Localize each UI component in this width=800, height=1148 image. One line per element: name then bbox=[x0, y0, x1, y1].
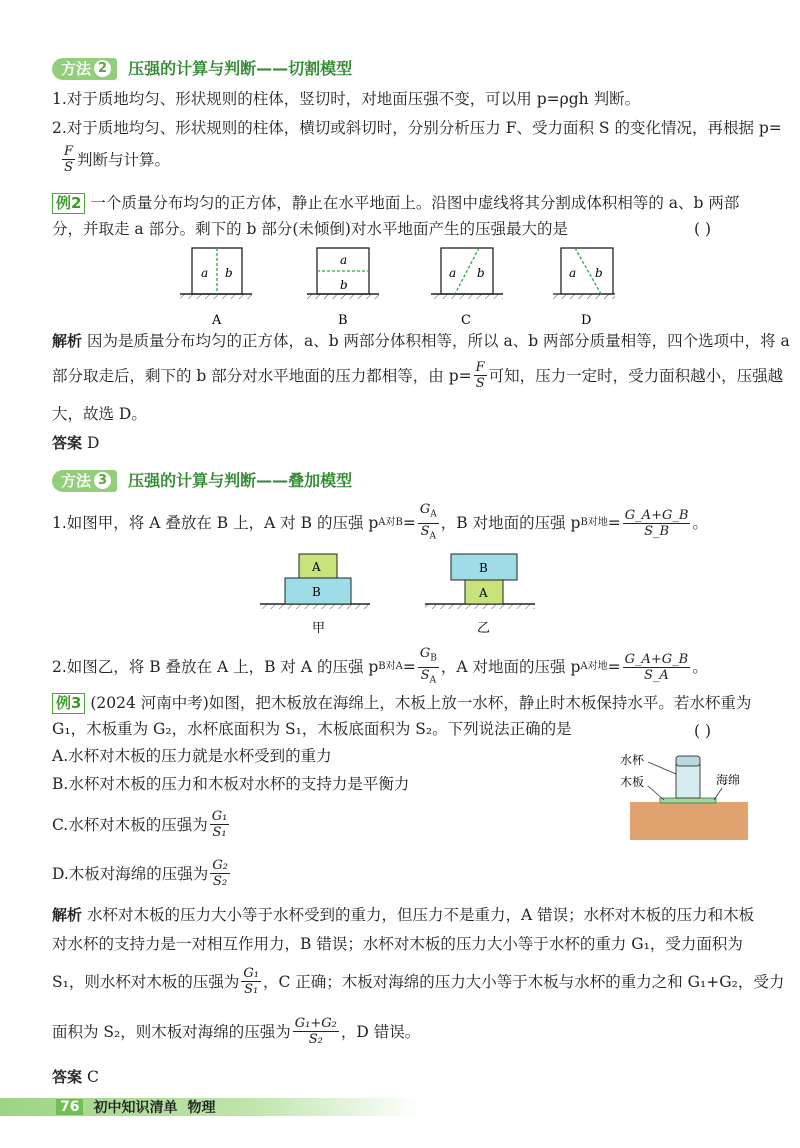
label-board: 木板 bbox=[620, 775, 645, 789]
analysis3-line3: S₁，则水杯对木板的压强为 $\frac{\text{G₁}}{\text{S₁}}$ ，C 正确；木板对海绵的压力大小等于木板与水杯的重力之和 G₁+G₂，受力 bbox=[52, 966, 785, 997]
label-b: b bbox=[225, 266, 233, 280]
block-a: A bbox=[479, 586, 488, 600]
block-a: A bbox=[312, 560, 321, 574]
option-a: A.水杯对木板的压力就是水杯受到的重力 bbox=[52, 747, 332, 765]
figure-b bbox=[307, 248, 379, 299]
label-b: b bbox=[340, 278, 348, 292]
stack-figures bbox=[255, 548, 555, 640]
label-a: a bbox=[340, 253, 348, 267]
answer-paren: ( ) bbox=[694, 220, 712, 238]
method-badge: 方法 3 bbox=[52, 470, 117, 492]
method3-point2: 2.如图乙，将 B 叠放在 A 上，B 对 A 的压强 p B对A = $\frac{G_B}{S_A}$ ，A 对地面的压强 p A对地 = $\frac{G\_A+G\_B}{S\_A}$ 。 bbox=[52, 646, 708, 686]
label-a: a bbox=[201, 266, 209, 280]
example-tag: 例2 bbox=[52, 193, 85, 214]
analysis3-line2: 对水杯的支持力是一对相互作用力，B 错误；水杯对木板的压力大小等于水杯的重力 G₁，受力面积为 bbox=[52, 935, 743, 953]
label-b: b bbox=[477, 266, 485, 280]
sponge-figure bbox=[620, 748, 755, 840]
option-c: C.水杯对木板的压强为 $\frac{\text{G₁}}{\text{S₁}}$ bbox=[52, 809, 228, 840]
method-badge: 方法 2 bbox=[52, 58, 117, 80]
sponge bbox=[630, 802, 748, 840]
answer2: 答案 D bbox=[52, 434, 100, 452]
option-label-d: D bbox=[581, 313, 592, 328]
figure-jia bbox=[260, 554, 370, 636]
example2-line2: 分，并取走 a 部分。剩下的 b 部分(未倾倒)对水平地面产生的压强最大的是 bbox=[52, 220, 568, 238]
analysis2-line2: 部分取走后，剩下的 b 部分对水平地面的压力都相等，由 p= $\frac{F}{S}$ 可知，压力一定时，受力面积越小，压强越 bbox=[52, 360, 784, 391]
footer bbox=[56, 1097, 215, 1117]
figure-yi bbox=[425, 554, 535, 636]
option-label-a: A bbox=[212, 313, 222, 328]
figure-d bbox=[553, 248, 615, 299]
label-cup: 水杯 bbox=[620, 753, 645, 767]
option-label-b: B bbox=[338, 313, 348, 328]
example-tag: 例3 bbox=[52, 693, 85, 714]
book-title: 初中知识清单 bbox=[93, 1100, 178, 1116]
label-a: a bbox=[449, 266, 457, 280]
analysis3-line4: 面积为 S₂，则木板对海绵的压强为 $\frac{\text{G₁+G₂}}{\text{S₂}}$ ，D 错误。 bbox=[52, 1016, 421, 1047]
method3-header bbox=[52, 468, 352, 492]
label-sponge: 海绵 bbox=[716, 773, 741, 787]
analysis3-line1: 解析 水杯对木板的压力大小等于水杯受到的重力，但压力不是重力，A 错误；水杯对木板的压力和木板 bbox=[52, 906, 755, 924]
method2-point1: 1.对于质地均匀、形状规则的柱体，竖切时，对地面压强不变，可以用 p=ρgh 判断。 bbox=[52, 90, 641, 108]
example2-line1: 例2 一个质量分布均匀的正方体，静止在水平地面上。沿图中虚线将其分割成体积相等的 a、b 两部 bbox=[52, 192, 739, 214]
fig-label-jia: 甲 bbox=[312, 621, 326, 636]
method2-point2-cont: $\frac{F}{S}$ 判断与计算。 bbox=[64, 144, 171, 175]
block-b: B bbox=[312, 585, 321, 599]
method3-point1: 1.如图甲，将 A 叠放在 B 上，A 对 B 的压强 p A对B = $\frac{G_A}{S_A}$ ，B 对地面的压强 p B对地 = $\frac{G\_A+G\_B}{S\_B}$ 。 bbox=[52, 502, 708, 542]
analysis2-line1: 解析 因为是质量分布均匀的正方体，a、b 两部分体积相等，所以 a、b 两部分质量相等，四个选项中，将 a bbox=[52, 332, 790, 350]
figure-c bbox=[431, 248, 503, 299]
method2-header bbox=[52, 56, 352, 80]
answer-paren: ( ) bbox=[694, 722, 712, 740]
example3-line2: G₁，木板重为 G₂，水杯底面积为 S₁，木板底面积为 S₂。下列说法正确的是 bbox=[52, 720, 572, 738]
fig-label-yi: 乙 bbox=[477, 621, 491, 636]
analysis2-line3: 大，故选 D。 bbox=[52, 405, 147, 423]
page-number: 76 bbox=[56, 1099, 83, 1115]
board bbox=[660, 798, 716, 803]
method2-point2: 2.对于质地均匀、形状规则的柱体，横切或斜切时，分别分析压力 F、受力面积 S 的变化情况，再根据 p= bbox=[52, 119, 782, 137]
option-b: B.水杯对木板的压力和木板对水杯的支持力是平衡力 bbox=[52, 775, 410, 793]
subject: 物理 bbox=[187, 1100, 216, 1116]
answer3: 答案 C bbox=[52, 1068, 99, 1086]
figure-a bbox=[180, 248, 252, 299]
label-b: b bbox=[595, 266, 603, 280]
example3-line1: 例3 (2024 河南中考)如图，把木板放在海绵上，木板上放一水杯，静止时木板保持水平。若水杯重为 bbox=[52, 692, 751, 714]
option-label-c: C bbox=[461, 313, 471, 328]
option-d: D.木板对海绵的压强为 $\frac{\text{G₂}}{\text{S₂}}$ bbox=[52, 858, 228, 889]
block-b: B bbox=[479, 561, 488, 575]
section-title: 压强的计算与判断——叠加模型 bbox=[128, 471, 353, 490]
section-title: 压强的计算与判断——切割模型 bbox=[128, 59, 353, 78]
cube-figures bbox=[175, 244, 615, 332]
label-a: a bbox=[569, 266, 577, 280]
